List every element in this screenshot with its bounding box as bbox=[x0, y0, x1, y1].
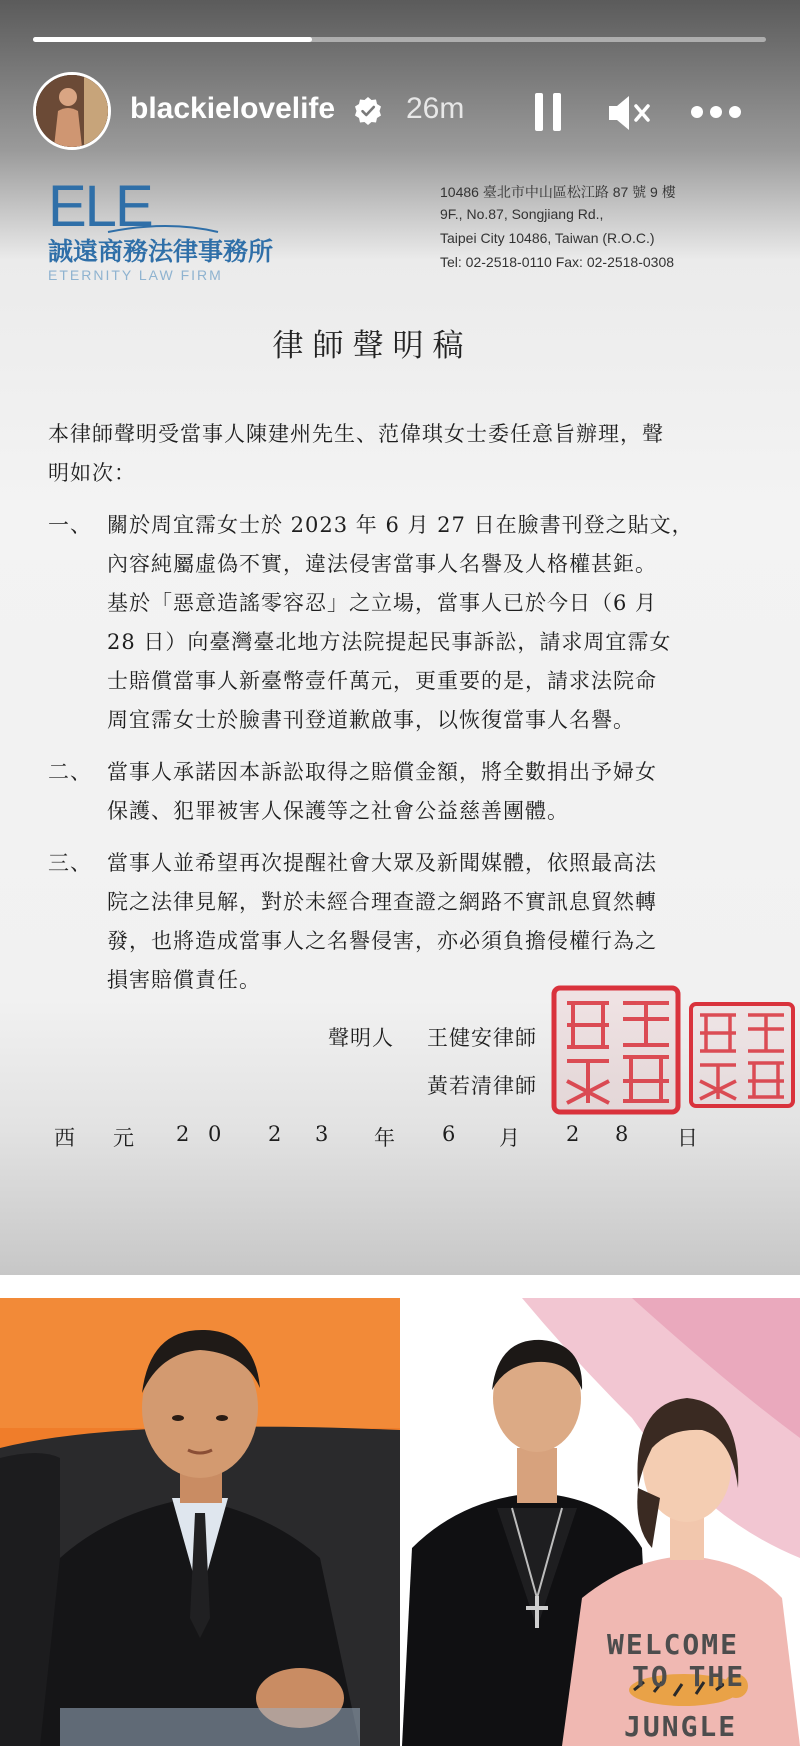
speaker-muted-icon bbox=[607, 94, 653, 132]
item-number: 三、 bbox=[48, 851, 92, 875]
lawyer-seal-stamp bbox=[551, 985, 681, 1115]
date-char: 年 bbox=[374, 1126, 395, 1150]
date-char: 2 bbox=[268, 1122, 282, 1146]
post-time: 26m bbox=[406, 92, 465, 125]
date-char: 元 bbox=[113, 1126, 134, 1150]
date-char: 6 bbox=[442, 1122, 456, 1146]
intro-line: 本律師聲明受當事人陳建州先生、范偉琪女士委任意旨辦理，聲 bbox=[48, 422, 664, 446]
lawyer-seal-stamp bbox=[688, 1001, 796, 1109]
item-line: 28 日）向臺灣臺北地方法院提起民事訴訟，請求周宜霈女 bbox=[107, 630, 672, 654]
logo-mark: ELE bbox=[48, 174, 152, 239]
address-line: 10486 臺北市中山區松江路 87 號 9 樓 bbox=[440, 184, 676, 200]
story-progress-bar bbox=[33, 37, 766, 42]
verified-badge-icon bbox=[353, 96, 383, 126]
pause-button[interactable] bbox=[533, 92, 563, 132]
item-line: 發，也將造成當事人之名譽侵害，亦必須負擔侵權行為之 bbox=[107, 929, 657, 953]
intro-line: 明如次： bbox=[48, 461, 136, 485]
shirt-text: WELCOME bbox=[607, 1628, 740, 1661]
signatory-lawyer-2: 黃若清律師 bbox=[427, 1074, 537, 1098]
item-line: 內容純屬虛偽不實，違法侵害當事人名譽及人格權甚鉅。 bbox=[107, 552, 657, 576]
firm-name-en: ETERNITY LAW FIRM bbox=[48, 267, 223, 283]
item-line: 周宜霈女士於臉書刊登道歉啟事，以恢復當事人名譽。 bbox=[107, 708, 635, 732]
username[interactable]: blackielovelife bbox=[130, 92, 336, 125]
date-char: 0 bbox=[208, 1122, 222, 1146]
item-line: 當事人承諾因本訴訟取得之賠償金額，將全數捐出予婦女 bbox=[107, 760, 657, 784]
law-firm-logo bbox=[48, 174, 298, 284]
address-line: 9F., No.87, Songjiang Rd., bbox=[440, 206, 604, 222]
item-line: 當事人並希望再次提醒社會大眾及新聞媒體，依照最高法 bbox=[107, 851, 657, 875]
lawyer-statement-document bbox=[0, 150, 800, 1150]
date-char: 2 bbox=[566, 1122, 580, 1146]
item-line: 保護、犯罪被害人保護等之社會公益慈善團體。 bbox=[107, 799, 569, 823]
man-in-black-suit-photo bbox=[0, 1298, 400, 1746]
signatory-lawyer-1: 王健安律師 bbox=[427, 1026, 537, 1050]
date-char: 2 bbox=[176, 1122, 190, 1146]
more-options-icon bbox=[690, 100, 742, 124]
tel-fax-line: Tel: 02-2518-0110 Fax: 02-2518-0308 bbox=[440, 254, 675, 270]
address-line: Taipei City 10486, Taiwan (R.O.C.) bbox=[440, 230, 655, 246]
item-line: 關於周宜霈女士於 2023 年 6 月 27 日在臉書刊登之貼文， bbox=[107, 513, 694, 537]
date-char: 日 bbox=[677, 1126, 698, 1150]
more-options-button[interactable] bbox=[690, 100, 742, 124]
date-char: 3 bbox=[315, 1122, 329, 1146]
shirt-text: TO THE bbox=[632, 1660, 746, 1693]
date-char: 西 bbox=[54, 1126, 75, 1150]
item-number: 二、 bbox=[48, 760, 92, 784]
document-title: 律師聲明稿 bbox=[272, 328, 473, 364]
story-progress-fill bbox=[33, 37, 312, 42]
item-line: 院之法律見解，對於未經合理查證之網路不實訊息貿然轉 bbox=[107, 890, 657, 914]
item-number: 一、 bbox=[48, 513, 92, 537]
couple-photo bbox=[402, 1298, 800, 1746]
profile-avatar[interactable] bbox=[33, 72, 111, 150]
pause-icon bbox=[533, 92, 563, 132]
shirt-text: JUNGLE bbox=[624, 1710, 738, 1743]
mute-button[interactable] bbox=[607, 94, 653, 132]
item-line: 士賠償當事人新臺幣壹仟萬元，更重要的是，請求法院命 bbox=[107, 669, 657, 693]
firm-name-cn: 誠遠商務法律事務所 bbox=[48, 237, 274, 266]
date-char: 月 bbox=[499, 1126, 520, 1150]
item-line: 基於「惡意造謠零容忍」之立場，當事人已於今日（6 月 bbox=[107, 591, 658, 615]
date-char: 8 bbox=[615, 1122, 629, 1146]
signatory-label: 聲明人 bbox=[328, 1026, 394, 1050]
item-line: 損害賠償責任。 bbox=[107, 968, 261, 992]
